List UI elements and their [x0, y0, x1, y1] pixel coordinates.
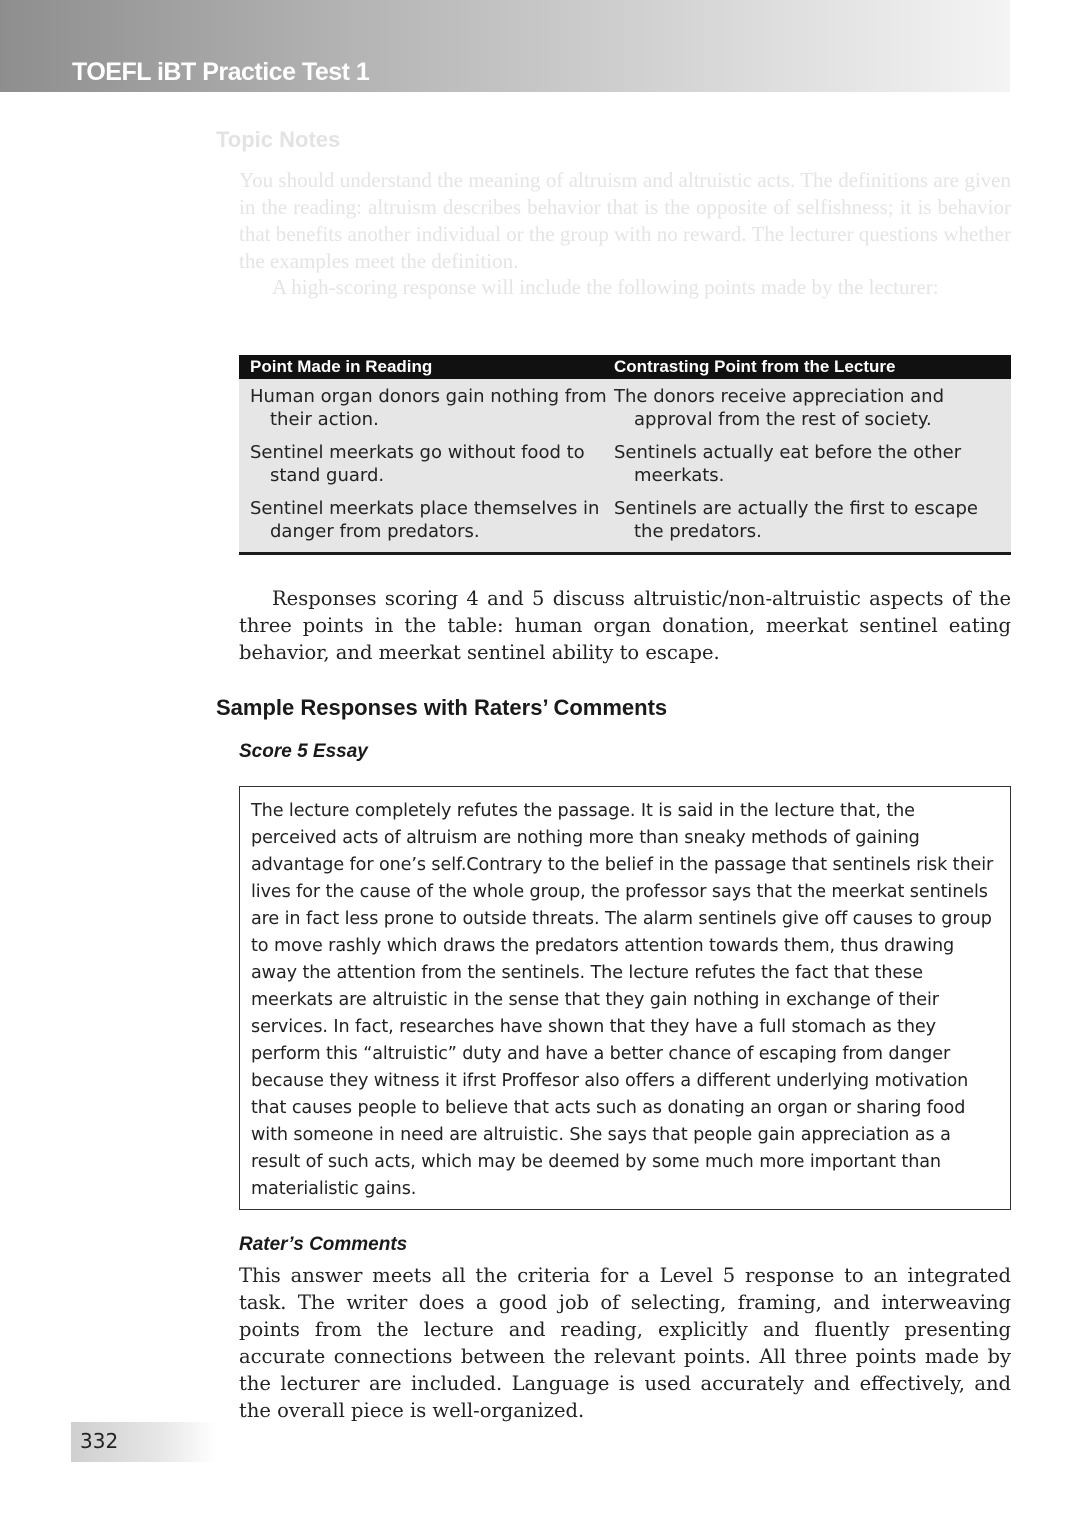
section-heading: Sample Responses with Raters’ Comments	[216, 695, 668, 720]
topic-notes-heading: Topic Notes	[216, 127, 341, 152]
comparison-table	[239, 355, 1011, 555]
table-cell: Sentinels are actually the first to escape the predators.	[614, 498, 979, 542]
raters-comments-label: Rater’s Comments	[239, 1234, 408, 1255]
raters-comments-paragraph: This answer meets all the criteria for a Level 5 response to an integrated task. The writer does a good job of selecting, framing, and interweaving points from the lecture and reading, explicitly and fluently presenting accurate connections between the relevant points. All three points made by the lecturer are included. Language is used accurately and effectively, and the overall piece is well-organized.	[239, 1264, 1011, 1422]
table-cell: Human organ donors gain nothing from their action.	[250, 386, 607, 430]
table-cell: Sentinel meerkats go without food to stand guard.	[250, 442, 585, 486]
topic-notes-paragraph: You should understand the meaning of altruism and altruistic acts. The definitions are given in the reading: altruism describes behavior that is the opposite of selfishness; it is behavior that benefits another individual or the group with no reward. The lecturer questions whether the examples meet the definition.	[239, 168, 1011, 273]
table-cell: Sentinels actually eat before the other meerkats.	[614, 442, 962, 486]
essay-box	[239, 786, 1011, 1210]
table-row	[239, 497, 1011, 552]
page-number: 332	[80, 1429, 119, 1453]
scoring-note-paragraph: Responses scoring 4 and 5 discuss altruistic/non-altruistic aspects of the three points in the table: human organ donation, meerkat sentinel eating behavior, and meerkat sentinel ability to escape.	[239, 587, 1011, 664]
essay-score-label: Score 5 Essay	[239, 741, 368, 762]
table-cell: Sentinel meerkats place themselves in danger from predators.	[250, 498, 600, 542]
table-header-reading: Point Made in Reading	[250, 357, 433, 376]
running-header-title: TOEFL iBT Practice Test 1	[72, 58, 370, 86]
essay-text: The lecture completely refutes the passage. It is said in the lecture that, the perceived acts of altruism are nothing more than sneaky methods of gaining advantage for one’s self.Contrary to the belief in the passage that sentinels risk their lives for the cause of the whole group, the professor says that the meerkat sentinels are in fact less prone to outside threats. The alarm sentinels give off causes to group to move rashly which draws the predators attention towards them, thus drawing away the attention from the sentinels. The lecture refutes the fact that these meerkats are altruistic in the sense that they gain nothing in exchange of their services. In fact, researches have shown that they have a full stomach as they perform this “altruistic” duty and have a better chance of escaping from danger because they witness it ifrst Proffesor also offers a different underlying motivation that causes people to believe that acts such as donating an organ or sharing food with someone in need are altruistic. She says that people gain appreciation as a result of such acts, which may be deemed by some much more important than materialistic gains.	[251, 801, 994, 1199]
table-cell: The donors receive appreciation and approval from the rest of society.	[614, 386, 945, 430]
table-header-row	[239, 355, 1011, 379]
topic-notes-paragraph-2: A high-scoring response will include the following points made by the lecturer:	[272, 275, 939, 299]
table-row	[239, 441, 1011, 497]
table-row	[239, 379, 1011, 441]
table-header-lecture: Contrasting Point from the Lecture	[614, 357, 896, 376]
